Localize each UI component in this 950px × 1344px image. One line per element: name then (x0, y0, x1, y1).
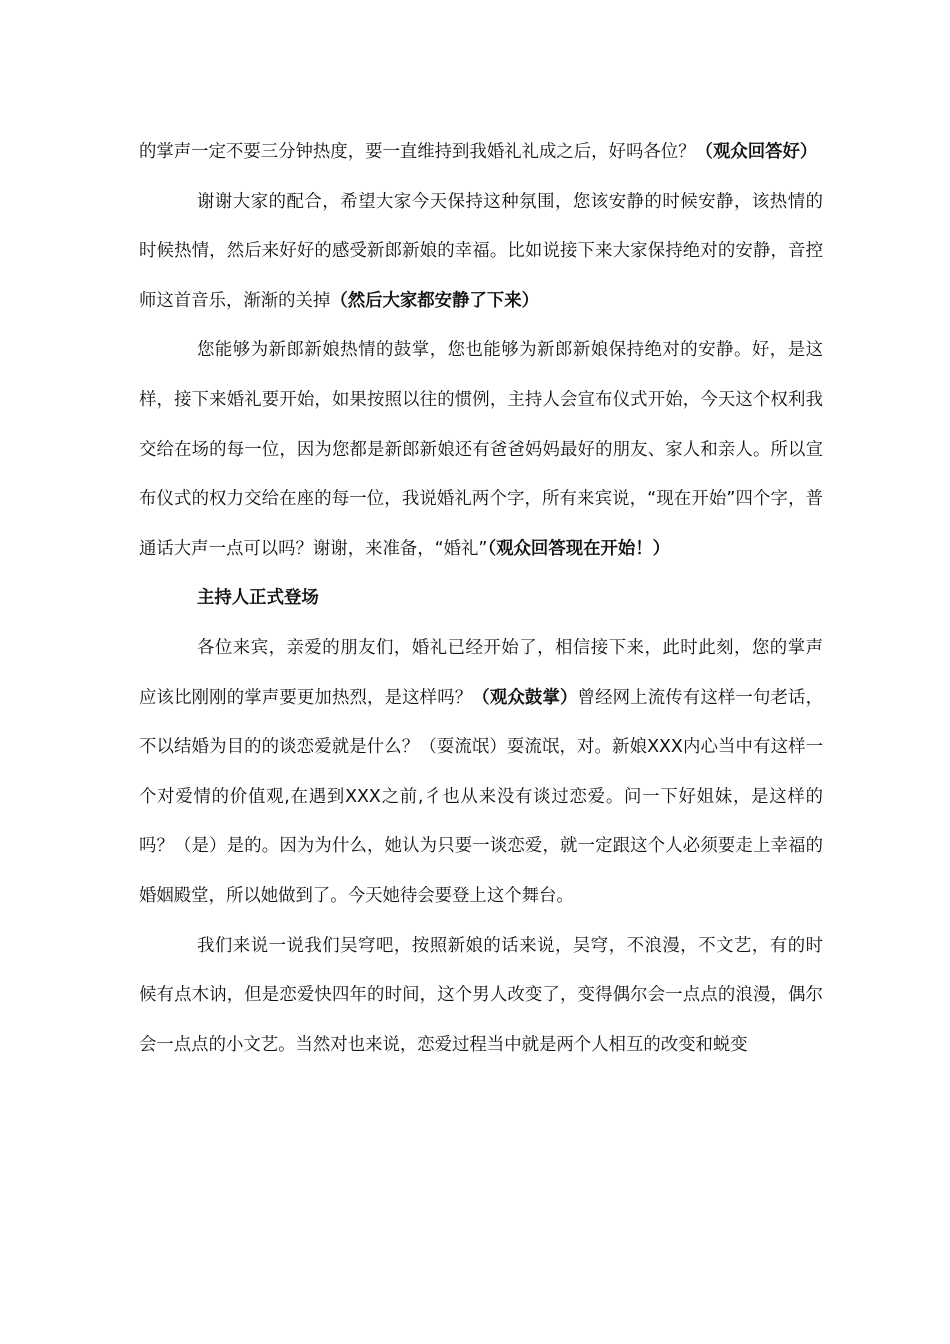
stage-direction: （观众回答好） (695, 142, 818, 162)
paragraph-text: 我们来说一说我们吴穹吧，按照新娘的话来说，吴穹，不浪漫，不文艺，有的时候有点木讷，但是恋爱快四年的时间，这个男人改变了，变得偶尔会一点点的浪漫，偶尔会一点点的小文艺。当然对也来说，恋爱过程当中就是两个人相互的改变和蜕变 (139, 935, 823, 1055)
paragraph-text: 曾经网上流传有这样一句老话，不以结婚为目的的谈恋爱就是什么？（耍流氓）耍流氓，对。新娘XXX内心当中有这样一个对爱情的价值观,在遇到XXX之前,彳也从来没有谈过恋爱。问一下好姐妹，是这样的吗？（是）是的。因为为什么，她认为只要一谈恋爱，就一定跟这个人必须要走上幸福的婚姻殿堂，所以她做到了。今天她待会要登上这个舞台。 (139, 687, 823, 906)
paragraph-text: 您能够为新郎新娘热情的鼓掌，您也能够为新郎新娘保持绝对的安静。好，是这样，接下来婚礼要开始，如果按照以往的惯例，主持人会宣布仪式开始，今天这个权利我交给在场的每一位，因为您都是新郎新娘还有爸爸妈妈最好的朋友、家人和亲人。所以宣布仪式的权力交给在座的每一位，我说婚礼两个字，所有来宾说，“现在开始”四个字，普通话大声一点可以吗？谢谢，来准备，“婚礼” (139, 340, 823, 559)
paragraph-bride-story (139, 624, 823, 922)
section-heading-text: 主持人正式登场 (197, 588, 319, 609)
paragraph-audience-response (139, 128, 823, 178)
paragraph-atmosphere (139, 178, 823, 327)
document-body (139, 128, 823, 1070)
stage-direction: （观众回答现在开始！） (487, 538, 671, 559)
paragraph-text: 的掌声一定不要三分钟热度，要一直维持到我婚礼礼成之后，好吗各位？ (139, 142, 696, 162)
paragraph-ceremony-start (139, 326, 823, 574)
paragraph-text: 各位来宾，亲爱的朋友们，婚礼已经开始了，相信接下来，此时此刻，您的掌声应该比刚刚的掌声要更加热烈，是这样吗？ (139, 637, 823, 708)
section-heading (139, 574, 823, 624)
stage-direction: （然后大家都安静了下来） (330, 290, 540, 311)
paragraph-text: 谢谢大家的配合，希望大家今天保持这种氛围，您该安静的时候安静，该热情的时候热情，然后来好好的感受新郎新娘的幸福。比如说接下来大家保持绝对的安静，音控师这首音乐，渐渐的关掉 (139, 191, 823, 311)
paragraph-groom-story (139, 922, 823, 1071)
stage-direction: （观众鼓掌） (472, 687, 578, 708)
